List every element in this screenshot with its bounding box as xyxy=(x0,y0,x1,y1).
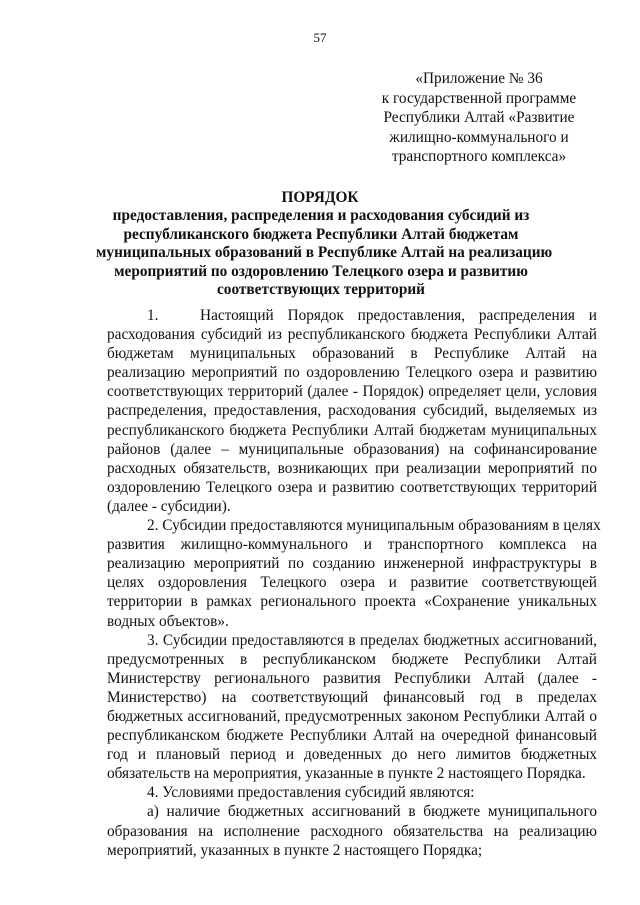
text-line: (далее - субсидии). xyxy=(107,497,231,515)
text-line: 1. Настоящий Порядок предоставления, распределения и xyxy=(147,307,597,324)
text-line: районов (далее – муниципальные образования) на софинансирование xyxy=(107,440,597,458)
text-line: а) наличие бюджетных ассигнований в бюджете муниципального xyxy=(147,803,597,821)
subtitle-line: соответствующих территорий xyxy=(217,281,425,298)
text-line: образования на исполнение расходного обязательства на реализацию xyxy=(107,822,597,840)
subtitle-line: республиканского бюджета Республики Алтай бюджетам xyxy=(123,225,519,243)
document-title: ПОРЯДОК xyxy=(281,189,359,206)
annex-line: Республики Алтай «Развитие xyxy=(383,109,575,126)
text-line: обязательств на мероприятия, указанные в пункте 2 настоящего Порядка. xyxy=(107,765,586,783)
paragraph-4 xyxy=(107,783,597,802)
paragraph-1 xyxy=(107,306,597,516)
annex-line: к государственной программе xyxy=(381,89,577,107)
document-body xyxy=(107,306,601,860)
text-line: развития жилищно-коммунального и транспортного комплекса на xyxy=(107,536,597,554)
text-line: территории в рамках регионального проекта «Сохранение уникальных xyxy=(107,593,597,611)
paragraph-3 xyxy=(107,631,597,784)
text-line: 4. Условиями предоставления субсидий являются: xyxy=(147,784,475,802)
text-line: реализацию мероприятий по созданию инженерной инфраструктуры в xyxy=(107,555,597,573)
text-line: год и плановый период и доведенных до него лимитов бюджетных xyxy=(107,746,597,764)
text-line: Министерству регионального развития Республики Алтай (далее - xyxy=(107,669,597,687)
subtitle-line: муниципальных образований в Республике Алтай на реализацию xyxy=(96,244,553,261)
text-line: бюджетам муниципальных образований в Республике Алтай на xyxy=(107,345,597,363)
subtitle-line: мероприятий по оздоровлению Телецкого озера и развитию xyxy=(114,262,528,280)
document-subtitle xyxy=(96,207,553,300)
text-line: бюджетных ассигнований, предусмотренных законом Республики Алтай о xyxy=(107,707,597,725)
text-line: мероприятий, указанных в пункте 2 настоящего Порядка; xyxy=(107,841,483,859)
text-line: республиканском бюджете Республики Алтай на очередной финансовый xyxy=(107,727,597,745)
text-line: 2. Субсидии предоставляются муниципальным образованиям в целях xyxy=(147,517,601,535)
text-line: соответствующих территорий (далее - Порядок) определяет цели, условия xyxy=(107,383,597,401)
paragraph-2 xyxy=(107,516,601,631)
annex-line: транспортного комплекса» xyxy=(391,148,567,165)
annex-header xyxy=(363,69,595,167)
text-line: предусмотренных в республиканском бюджете Республики Алтай xyxy=(107,650,597,668)
text-line: водных объектов». xyxy=(107,612,229,630)
text-line: 3. Субсидии предоставляются в пределах бюджетных ассигнований, xyxy=(147,631,597,649)
text-line: расходных обязательств, возникающих при реализации мероприятий по xyxy=(107,459,597,477)
text-line: распределения, предоставления, расходования субсидий, выделяемых из xyxy=(107,402,597,420)
page-number: 57 xyxy=(313,30,327,45)
text-line: оздоровлению Телецкого озера и развитию соответствующих территорий xyxy=(107,478,597,496)
text-line: республиканского бюджета Республики Алтай бюджетам муниципальных xyxy=(107,421,597,439)
annex-line: жилищно-коммунального и xyxy=(389,128,569,146)
text-line: целях оздоровления Телецкого озера и развитие соответствующей xyxy=(107,574,597,592)
annex-line: «Приложение № 36 xyxy=(415,70,543,87)
paragraph-4a xyxy=(107,802,597,859)
text-line: Министерство) на соответствующий финансовый год в пределах xyxy=(107,688,597,706)
text-line: расходования субсидий из республиканского бюджета Республики Алтай xyxy=(107,326,597,344)
subtitle-line: предоставления, распределения и расходования субсидий из xyxy=(112,207,530,224)
text-line: реализацию мероприятий по оздоровлению Телецкого озера и развитию xyxy=(107,364,597,382)
